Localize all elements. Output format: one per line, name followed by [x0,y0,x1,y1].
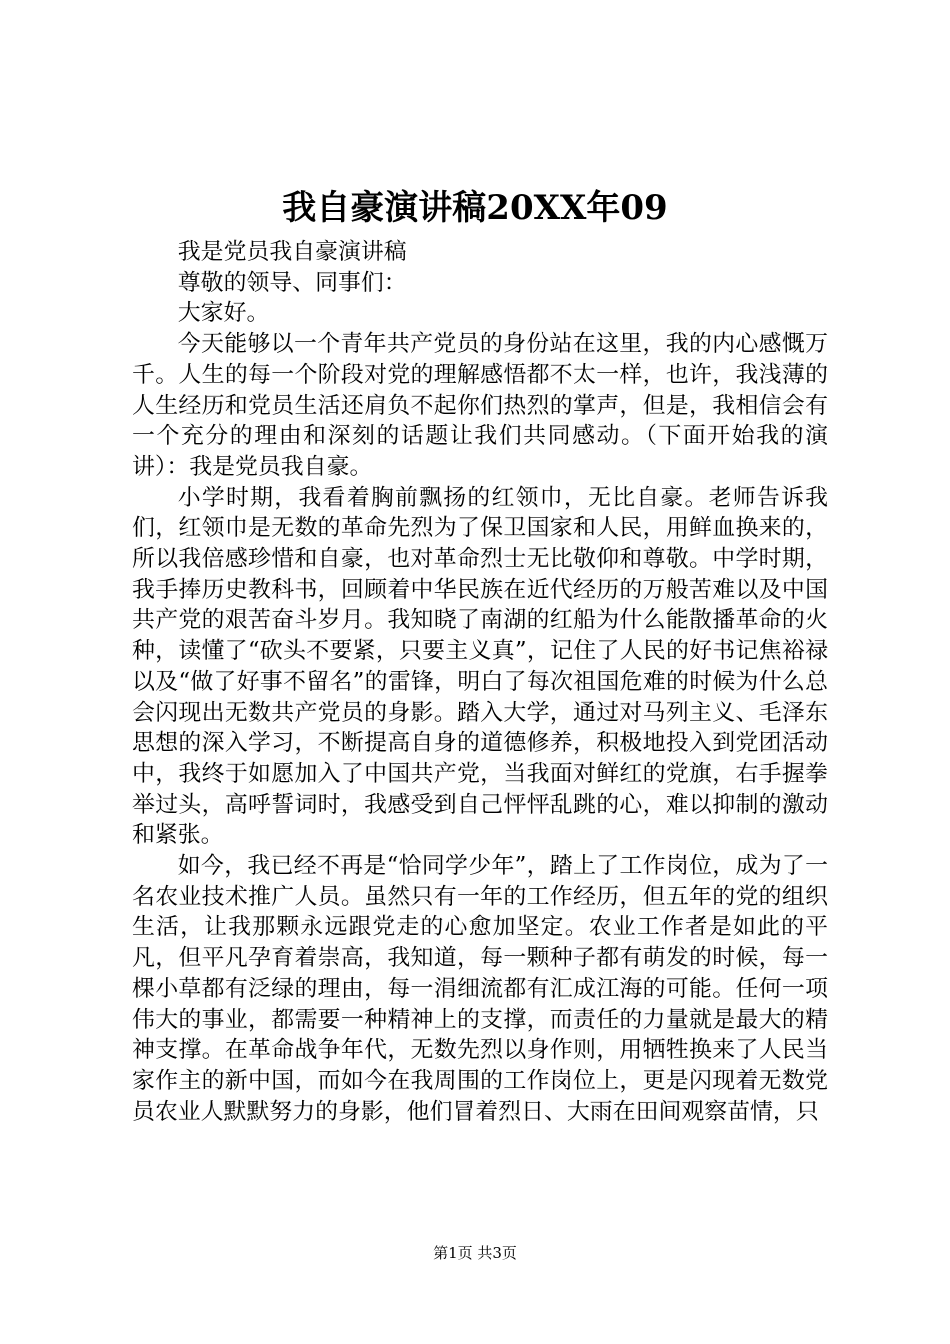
document-title: 我自豪演讲稿20XX年09 [282,188,668,228]
paragraph-school-years: 小学时期，我看着胸前飘扬的红领巾，无比自豪。老师告诉我们，红领巾是无数的革命先烈为了保卫国家和人民，用鲜血换来的，所以我倍感珍惜和自豪，也对革命烈士无比敬仰和尊敬。中学时期，我手捧历史教科书，回顾着中华民族在近代经历的万般苦难以及中国共产党的艰苦奋斗岁月。我知晓了南湖的红船为什么能散播革命的火种，读懂了“砍头不要紧，只要主义真”，记住了人民的好书记焦裕禄以及“做了好事不留名”的雷锋，明白了每次祖国危难的时候为什么总会闪现出无数共产党员的身影。踏入大学，通过对马列主义、毛泽东思想的深入学习，不断提高自身的道德修养，积极地投入到党团活动中，我终于如愿加入了中国共产党，当我面对鲜红的党旗，右手握拳举过头，高呼誓词时，我感受到自己怦怦乱跳的心，难以抑制的激动和紧张。 [132,484,828,849]
paragraph-salutation: 尊敬的领导、同事们： [177,269,407,296]
paragraph-subtitle: 我是党员我自豪演讲稿 [177,239,407,265]
paragraph-greeting: 大家好。 [177,300,270,327]
paragraph-present: 如今，我已经不再是“恰同学少年”，踏上了工作岗位，成为了一名农业技术推广人员。虽然只有一年的工作经历，但五年的党的组织生活，让我那颗永远跟党走的心愈加坚定。农业工作者是如此的平凡，但平凡孕育着崇高，我知道，每一颗种子都有萌发的时候，每一棵小草都有泛绿的理由，每一涓细流都有汇成江海的可能。任何一项伟大的事业，都需要一种精神上的支撑，而责任的力量就是最大的精神支撑。在革命战争年代，无数先烈以身作则，用牺牲换来了人民当家作主的新中国，而如今在我周围的工作岗位上，更是闪现着无数党员农业人默默努力的身影，他们冒着烈日、大雨在田间观察苗情，只 [132,853,828,1125]
document-body [132,237,828,1127]
paragraph-opening: 今天能够以一个青年共产党员的身份站在这里，我的内心感慨万千。人生的每一个阶段对党的理解感悟都不太一样，也许，我浅薄的人生经历和党员生活还肩负不起你们热烈的掌声，但是，我相信会有一个充分的理由和深刻的话题让我们共同感动。（下面开始我的演讲）：我是党员我自豪。 [132,331,828,480]
page-footer: 第1页 共3页 [433,1244,517,1262]
